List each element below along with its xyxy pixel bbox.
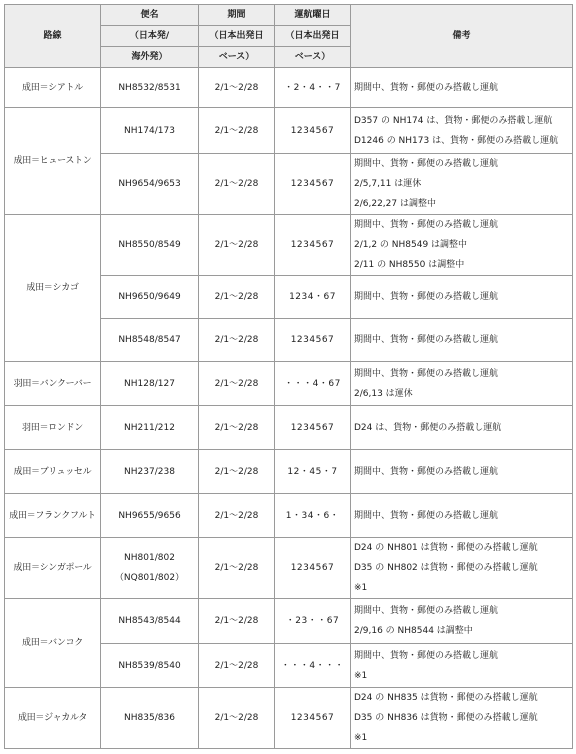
notes-cell <box>351 276 573 319</box>
notes-cell <box>351 215 573 276</box>
flight-cell: NH8550/8549 <box>101 215 199 276</box>
note-line: D35 の NH802 は貨物・郵便のみ搭載し運航 <box>354 563 538 573</box>
route-cell: 羽田＝バンクーバー <box>5 362 101 406</box>
note-line: D35 の NH836 は貨物・郵便のみ搭載し運航 <box>354 713 538 723</box>
notes-cell <box>351 319 573 362</box>
table-header <box>5 5 573 68</box>
route-cell: 成田＝ブリュッセル <box>5 450 101 494</box>
header-route: 路線 <box>5 5 101 68</box>
flight-cell: NH9654/9653 <box>101 154 199 215</box>
route-cell: 成田＝ヒューストン <box>5 108 101 215</box>
days-cell: 1234・67 <box>275 276 351 319</box>
header-days-sub2: ベース） <box>275 47 351 68</box>
codeshare-flight-number: （NQ801/802） <box>114 573 185 583</box>
note-line: 期間中、貨物・郵便のみ搭載し運航 <box>354 335 499 345</box>
period-cell: 2/1～2/28 <box>199 362 275 406</box>
note-line: D24 は、貨物・郵便のみ搭載し運航 <box>354 422 502 433</box>
header-notes: 備考 <box>351 5 573 68</box>
flight-cell: NH8539/8540 <box>101 644 199 688</box>
header-flight-sub1: （日本発/ <box>101 26 199 47</box>
notes-cell <box>351 154 573 215</box>
flight-cell: NH8532/8531 <box>101 68 199 108</box>
days-cell: ・・・4・・・ <box>275 644 351 688</box>
table-row <box>5 494 573 538</box>
table-row <box>5 688 573 749</box>
flight-cell: NH8548/8547 <box>101 319 199 362</box>
table-row <box>5 108 573 154</box>
period-cell: 2/1～2/28 <box>199 538 275 599</box>
header-days-sub1: （日本出発日 <box>275 26 351 47</box>
note-line: 期間中、貨物・郵便のみ搭載し運航 <box>354 466 499 477</box>
days-cell: 1234567 <box>275 319 351 362</box>
route-cell: 成田＝ジャカルタ <box>5 688 101 749</box>
days-cell: 1234567 <box>275 215 351 276</box>
period-cell: 2/1～2/28 <box>199 450 275 494</box>
note-line: 期間中、貨物・郵便のみ搭載し運航 <box>354 292 499 302</box>
period-cell: 2/1～2/28 <box>199 108 275 154</box>
days-cell: 1234567 <box>275 406 351 450</box>
header-period-sub2: ベース） <box>199 47 275 68</box>
flight-cell: NH9650/9649 <box>101 276 199 319</box>
header-period: 期間 <box>199 5 275 26</box>
route-cell: 成田＝フランクフルト <box>5 494 101 538</box>
flight-schedule-table <box>4 4 573 749</box>
days-cell: ・23・・67 <box>275 599 351 644</box>
days-cell: 1234567 <box>275 538 351 599</box>
route-cell: 成田＝シアトル <box>5 68 101 108</box>
note-line: 2/5,7,11 は運休 <box>354 179 422 189</box>
header-days: 運航曜日 <box>275 5 351 26</box>
note-line: 2/6,22,27 は調整中 <box>354 199 436 209</box>
days-cell: 1・34・6・ <box>275 494 351 538</box>
table-row <box>5 215 573 276</box>
note-line: D24 の NH835 は貨物・郵便のみ搭載し運航 <box>354 693 538 703</box>
table-row <box>5 406 573 450</box>
flight-cell: NH237/238 <box>101 450 199 494</box>
period-cell: 2/1～2/28 <box>199 494 275 538</box>
flight-cell: NH174/173 <box>101 108 199 154</box>
route-cell: 成田＝シンガポール <box>5 538 101 599</box>
notes-cell <box>351 538 573 599</box>
note-line: 2/6,13 は運休 <box>354 388 413 399</box>
notes-cell <box>351 688 573 749</box>
period-cell: 2/1～2/28 <box>199 406 275 450</box>
note-line: 期間中、貨物・郵便のみ搭載し運航 <box>354 606 499 616</box>
notes-cell <box>351 406 573 450</box>
note-line: ※1 <box>354 583 368 593</box>
period-cell: 2/1～2/28 <box>199 644 275 688</box>
days-cell: ・2・4・・7 <box>275 68 351 108</box>
flight-cell: NH8543/8544 <box>101 599 199 644</box>
notes-cell <box>351 450 573 494</box>
table-body <box>5 68 573 749</box>
period-cell: 2/1～2/28 <box>199 688 275 749</box>
days-cell: 12・45・7 <box>275 450 351 494</box>
table-row <box>5 362 573 406</box>
days-cell: 1234567 <box>275 108 351 154</box>
note-line: 期間中、貨物・郵便のみ搭載し運航 <box>354 510 499 521</box>
period-cell: 2/1～2/28 <box>199 154 275 215</box>
period-cell: 2/1～2/28 <box>199 215 275 276</box>
note-line: D1246 の NH173 は、貨物・郵便のみ搭載し運航 <box>354 135 559 146</box>
note-line: 期間中、貨物・郵便のみ搭載し運航 <box>354 159 499 169</box>
period-cell: 2/1～2/28 <box>199 276 275 319</box>
note-line: 期間中、貨物・郵便のみ搭載し運航 <box>354 650 499 661</box>
table-row <box>5 599 573 644</box>
period-cell: 2/1～2/28 <box>199 319 275 362</box>
header-period-sub1: （日本出発日 <box>199 26 275 47</box>
days-cell: 1234567 <box>275 688 351 749</box>
table-row <box>5 450 573 494</box>
note-line: ※1 <box>354 733 368 743</box>
notes-cell <box>351 68 573 108</box>
period-cell: 2/1～2/28 <box>199 599 275 644</box>
header-flight: 便名 <box>101 5 199 26</box>
route-cell: 成田＝バンコク <box>5 599 101 688</box>
flight-cell: NH9655/9656 <box>101 494 199 538</box>
route-cell: 羽田＝ロンドン <box>5 406 101 450</box>
note-line: D357 の NH174 は、貨物・郵便のみ搭載し運航 <box>354 115 553 126</box>
route-cell: 成田＝シカゴ <box>5 215 101 362</box>
notes-cell <box>351 494 573 538</box>
note-line: 期間中、貨物・郵便のみ搭載し運航 <box>354 82 499 93</box>
flight-cell: NH835/836 <box>101 688 199 749</box>
header-flight-sub2: 海外発） <box>101 47 199 68</box>
note-line: ※1 <box>354 670 368 681</box>
note-line: 2/9,16 の NH8544 は調整中 <box>354 626 473 636</box>
flight-number: NH801/802 <box>124 553 175 563</box>
notes-cell <box>351 599 573 644</box>
notes-cell <box>351 108 573 154</box>
note-line: 期間中、貨物・郵便のみ搭載し運航 <box>354 220 499 230</box>
note-line: D24 の NH801 は貨物・郵便のみ搭載し運航 <box>354 543 538 553</box>
table-row <box>5 68 573 108</box>
note-line: 2/1,2 の NH8549 は調整中 <box>354 240 468 250</box>
notes-cell <box>351 362 573 406</box>
notes-cell <box>351 644 573 688</box>
flight-cell <box>101 538 199 599</box>
note-line: 期間中、貨物・郵便のみ搭載し運航 <box>354 368 499 379</box>
days-cell: 1234567 <box>275 154 351 215</box>
table-row <box>5 538 573 599</box>
flight-cell: NH128/127 <box>101 362 199 406</box>
period-cell: 2/1～2/28 <box>199 68 275 108</box>
note-line: 2/11 の NH8550 は調整中 <box>354 260 465 270</box>
flight-cell: NH211/212 <box>101 406 199 450</box>
days-cell: ・・・4・67 <box>275 362 351 406</box>
